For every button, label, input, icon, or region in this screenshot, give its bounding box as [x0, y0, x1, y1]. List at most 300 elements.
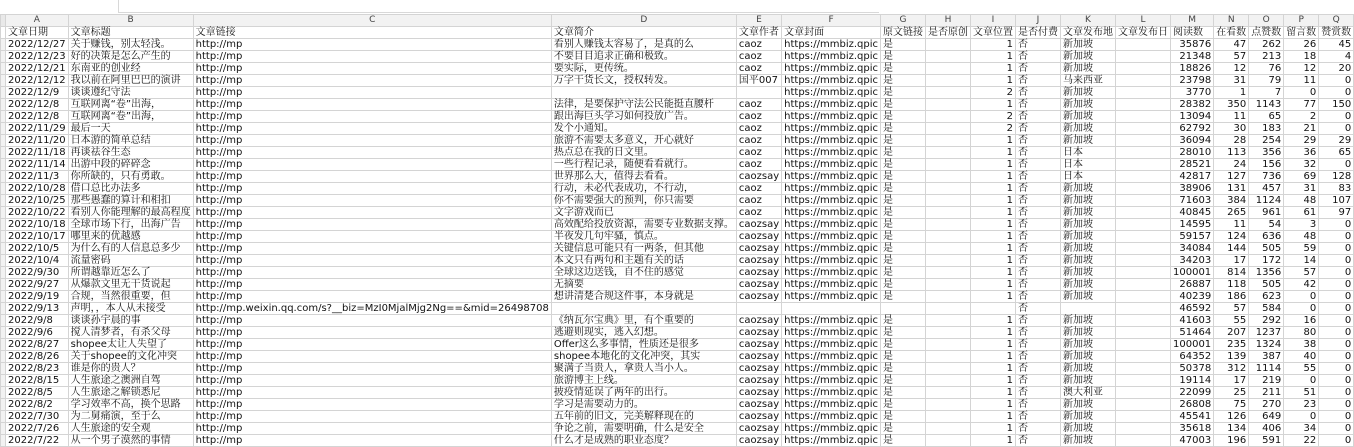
table-cell[interactable]: 最后一天: [68, 123, 193, 135]
table-cell[interactable]: 46592: [1171, 303, 1214, 315]
table-cell[interactable]: 什么才是成熟的职业态度？: [551, 435, 736, 447]
table-cell[interactable]: 新加坡: [1061, 195, 1116, 207]
table-cell[interactable]: 48: [1284, 195, 1319, 207]
table-cell[interactable]: 新加坡: [1061, 219, 1116, 231]
table-cell[interactable]: 看别人你能理解的最高程度: [68, 207, 193, 219]
table-cell[interactable]: 211: [1249, 387, 1284, 399]
table-cell[interactable]: 2022/11/29: [6, 123, 69, 135]
table-cell[interactable]: 2022/8/2: [6, 399, 69, 411]
table-cell[interactable]: 关键信息可能只有一两条，但其他: [551, 243, 736, 255]
table-cell[interactable]: 2022/10/5: [6, 243, 69, 255]
column-header-e[interactable]: E: [736, 15, 781, 27]
table-cell[interactable]: 384: [1214, 195, 1249, 207]
table-cell[interactable]: [926, 387, 971, 399]
table-cell[interactable]: 1: [971, 183, 1016, 195]
table-cell[interactable]: [1116, 99, 1171, 111]
table-cell[interactable]: [926, 375, 971, 387]
table-cell[interactable]: [1116, 327, 1171, 339]
table-cell[interactable]: 新加坡: [1061, 291, 1116, 303]
table-cell[interactable]: 是: [881, 231, 926, 243]
table-cell[interactable]: https://mmbiz.qpic: [782, 123, 881, 135]
table-cell[interactable]: [926, 327, 971, 339]
table-cell[interactable]: 1114: [1249, 363, 1284, 375]
table-cell[interactable]: 2022/12/8: [6, 99, 69, 111]
table-cell[interactable]: caozsay: [736, 327, 781, 339]
table-cell[interactable]: caozsay: [736, 315, 781, 327]
table-cell[interactable]: 144: [1214, 243, 1249, 255]
table-cell[interactable]: 是: [881, 39, 926, 51]
header-cell[interactable]: 文章简介: [551, 27, 736, 39]
table-cell[interactable]: https://mmbiz.qpic: [782, 135, 881, 147]
table-cell[interactable]: 1: [971, 207, 1016, 219]
table-cell[interactable]: 《纳瓦尔宝典》里，有个重要的: [551, 315, 736, 327]
table-cell[interactable]: 新加坡: [1061, 279, 1116, 291]
table-cell[interactable]: 否: [1016, 231, 1061, 243]
column-header-b[interactable]: B: [68, 15, 193, 27]
table-cell[interactable]: 21348: [1171, 51, 1214, 63]
table-cell[interactable]: 是: [881, 315, 926, 327]
header-cell[interactable]: 赞赏数: [1319, 27, 1354, 39]
table-cell[interactable]: 34: [1284, 423, 1319, 435]
table-cell[interactable]: 22: [1284, 435, 1319, 447]
table-cell[interactable]: 2: [971, 123, 1016, 135]
table-cell[interactable]: https://mmbiz.qpic: [782, 267, 881, 279]
column-header-o[interactable]: O: [1249, 15, 1284, 27]
table-cell[interactable]: 否: [1016, 303, 1061, 315]
table-cell[interactable]: 1: [971, 291, 1016, 303]
header-cell[interactable]: 文章日期: [6, 27, 69, 39]
table-cell[interactable]: 77: [1284, 99, 1319, 111]
table-cell[interactable]: caoz: [736, 63, 781, 75]
table-cell[interactable]: [1116, 195, 1171, 207]
table-cell[interactable]: http://mp: [193, 123, 551, 135]
table-cell[interactable]: caozsay: [736, 387, 781, 399]
header-cell[interactable]: 原文链接: [881, 27, 926, 39]
table-cell[interactable]: 我以前在阿里巴巴的演讲: [68, 75, 193, 87]
table-cell[interactable]: 2022/10/28: [6, 183, 69, 195]
table-cell[interactable]: 法律，是要保护守法公民能挺直腰杆: [551, 99, 736, 111]
table-cell[interactable]: 披疫情延误了两年的出行。: [551, 387, 736, 399]
table-cell[interactable]: 2022/12/8: [6, 111, 69, 123]
table-cell[interactable]: 38: [1284, 339, 1319, 351]
table-cell[interactable]: 207: [1214, 327, 1249, 339]
table-cell[interactable]: 11: [1214, 219, 1249, 231]
table-cell[interactable]: 新加坡: [1061, 411, 1116, 423]
table-cell[interactable]: 半夜发几句牢骚，慎点。: [551, 231, 736, 243]
table-cell[interactable]: 0: [1319, 87, 1354, 99]
table-cell[interactable]: [926, 99, 971, 111]
table-cell[interactable]: 流量密码: [68, 255, 193, 267]
table-cell[interactable]: [926, 75, 971, 87]
table-cell[interactable]: 2022/9/19: [6, 291, 69, 303]
header-cell[interactable]: 点赞数: [1249, 27, 1284, 39]
table-cell[interactable]: 0: [1319, 375, 1354, 387]
table-cell[interactable]: [926, 291, 971, 303]
table-cell[interactable]: 0: [1319, 267, 1354, 279]
table-cell[interactable]: 是: [881, 123, 926, 135]
table-cell[interactable]: 0: [1319, 351, 1354, 363]
table-cell[interactable]: 3: [1284, 219, 1319, 231]
table-cell[interactable]: 1237: [1249, 327, 1284, 339]
table-cell[interactable]: [1116, 411, 1171, 423]
table-cell[interactable]: 0: [1319, 111, 1354, 123]
table-cell[interactable]: 18826: [1171, 63, 1214, 75]
table-cell[interactable]: 814: [1214, 267, 1249, 279]
table-cell[interactable]: http://mp: [193, 279, 551, 291]
table-cell[interactable]: [1116, 147, 1171, 159]
table-cell[interactable]: 新加坡: [1061, 87, 1116, 99]
table-cell[interactable]: 118: [1214, 279, 1249, 291]
table-cell[interactable]: 2022/12/21: [6, 63, 69, 75]
table-cell[interactable]: 2: [971, 87, 1016, 99]
table-cell[interactable]: [926, 111, 971, 123]
header-cell[interactable]: 文章位置: [971, 27, 1016, 39]
table-cell[interactable]: [1116, 279, 1171, 291]
table-cell[interactable]: 新加坡: [1061, 267, 1116, 279]
table-cell[interactable]: 新加坡: [1061, 423, 1116, 435]
column-header-p[interactable]: P: [1284, 15, 1319, 27]
header-cell[interactable]: 文章发布地: [1061, 27, 1116, 39]
table-cell[interactable]: [1116, 315, 1171, 327]
table-cell[interactable]: 1: [1214, 87, 1249, 99]
table-cell[interactable]: [1116, 207, 1171, 219]
table-cell[interactable]: [926, 267, 971, 279]
table-cell[interactable]: [971, 303, 1016, 315]
table-cell[interactable]: 关于赚钱，别太轻浅。: [68, 39, 193, 51]
table-cell[interactable]: 736: [1249, 171, 1284, 183]
table-cell[interactable]: 17: [1214, 375, 1249, 387]
table-cell[interactable]: 213: [1249, 51, 1284, 63]
table-cell[interactable]: 127: [1214, 171, 1249, 183]
table-cell[interactable]: caozsay: [736, 399, 781, 411]
column-header-a[interactable]: A: [6, 15, 69, 27]
table-cell[interactable]: [926, 243, 971, 255]
table-cell[interactable]: https://mmbiz.qpic: [782, 219, 881, 231]
table-cell[interactable]: http://mp: [193, 51, 551, 63]
table-cell[interactable]: 16: [1284, 315, 1319, 327]
table-cell[interactable]: 45541: [1171, 411, 1214, 423]
table-cell[interactable]: 387: [1249, 351, 1284, 363]
table-cell[interactable]: caoz: [736, 111, 781, 123]
table-cell[interactable]: 是: [881, 267, 926, 279]
table-cell[interactable]: 11: [1284, 75, 1319, 87]
table-cell[interactable]: 一些行程记录，随便看看就行。: [551, 159, 736, 171]
table-cell[interactable]: 26808: [1171, 399, 1214, 411]
table-cell[interactable]: 1: [971, 327, 1016, 339]
table-cell[interactable]: https://mmbiz.qpic: [782, 39, 881, 51]
column-header-l[interactable]: L: [1116, 15, 1171, 27]
table-cell[interactable]: 26887: [1171, 279, 1214, 291]
table-cell[interactable]: 0: [1284, 411, 1319, 423]
table-cell[interactable]: 0: [1319, 159, 1354, 171]
table-cell[interactable]: 是: [881, 375, 926, 387]
table-cell[interactable]: 你所缺的，只有勇敢。: [68, 171, 193, 183]
table-cell[interactable]: 新加坡: [1061, 231, 1116, 243]
table-cell[interactable]: https://mmbiz.qpic: [782, 255, 881, 267]
table-cell[interactable]: https://mmbiz.qpic: [782, 363, 881, 375]
table-cell[interactable]: http://mp: [193, 219, 551, 231]
table-cell[interactable]: 20: [1319, 63, 1354, 75]
table-cell[interactable]: caoz: [736, 99, 781, 111]
table-cell[interactable]: [1116, 39, 1171, 51]
table-cell[interactable]: 31: [1284, 183, 1319, 195]
table-cell[interactable]: [1116, 75, 1171, 87]
table-cell[interactable]: http://mp: [193, 159, 551, 171]
table-cell[interactable]: [926, 255, 971, 267]
table-cell[interactable]: 旅游不需要太多意义，开心就好: [551, 135, 736, 147]
table-cell[interactable]: [1116, 387, 1171, 399]
table-cell[interactable]: 全球市场下行，出海广告: [68, 219, 193, 231]
table-cell[interactable]: 79: [1249, 75, 1284, 87]
table-cell[interactable]: 47003: [1171, 435, 1214, 447]
table-cell[interactable]: caozsay: [736, 243, 781, 255]
table-cell[interactable]: 50378: [1171, 363, 1214, 375]
table-cell[interactable]: 要实际，更传统。: [551, 63, 736, 75]
table-cell[interactable]: 东南亚的创业经: [68, 63, 193, 75]
table-cell[interactable]: 学习是需要动力的。: [551, 399, 736, 411]
table-cell[interactable]: http://mp: [193, 171, 551, 183]
table-cell[interactable]: 2022/8/23: [6, 363, 69, 375]
table-cell[interactable]: 哪里来的优越感: [68, 231, 193, 243]
table-cell[interactable]: [1116, 171, 1171, 183]
table-cell[interactable]: 1: [971, 219, 1016, 231]
table-cell[interactable]: 新加坡: [1061, 51, 1116, 63]
table-cell[interactable]: 否: [1016, 363, 1061, 375]
table-cell[interactable]: 是: [881, 51, 926, 63]
table-cell[interactable]: [926, 63, 971, 75]
table-cell[interactable]: 否: [1016, 399, 1061, 411]
table-cell[interactable]: [1116, 51, 1171, 63]
table-cell[interactable]: 文字游戏而已: [551, 207, 736, 219]
table-cell[interactable]: [1116, 255, 1171, 267]
table-cell[interactable]: [551, 303, 736, 315]
table-cell[interactable]: 113: [1214, 147, 1249, 159]
table-cell[interactable]: caoz: [736, 39, 781, 51]
table-cell[interactable]: [1116, 63, 1171, 75]
table-cell[interactable]: 否: [1016, 327, 1061, 339]
table-cell[interactable]: 2022/12/27: [6, 39, 69, 51]
header-cell[interactable]: 文章发布日: [1116, 27, 1171, 39]
table-cell[interactable]: 逃避则现实，逃入幻想。: [551, 327, 736, 339]
table-cell[interactable]: [881, 303, 926, 315]
table-cell[interactable]: 新加坡: [1061, 207, 1116, 219]
table-cell[interactable]: 12: [1214, 63, 1249, 75]
table-cell[interactable]: 262: [1249, 39, 1284, 51]
table-cell[interactable]: 45: [1319, 39, 1354, 51]
table-cell[interactable]: 235: [1214, 339, 1249, 351]
table-cell[interactable]: 旅游博主上线。: [551, 375, 736, 387]
table-cell[interactable]: [926, 339, 971, 351]
table-cell[interactable]: http://mp: [193, 195, 551, 207]
table-cell[interactable]: 100001: [1171, 267, 1214, 279]
table-cell[interactable]: 新加坡: [1061, 123, 1116, 135]
table-cell[interactable]: 2022/8/5: [6, 387, 69, 399]
table-cell[interactable]: 新加坡: [1061, 435, 1116, 447]
table-cell[interactable]: 31: [1214, 75, 1249, 87]
table-cell[interactable]: 互联网离“卷”出海，: [68, 111, 193, 123]
table-cell[interactable]: 0: [1319, 327, 1354, 339]
table-cell[interactable]: [926, 159, 971, 171]
table-cell[interactable]: 1: [971, 39, 1016, 51]
table-cell[interactable]: caozsay: [736, 363, 781, 375]
table-cell[interactable]: 636: [1249, 231, 1284, 243]
table-cell[interactable]: http://mp: [193, 63, 551, 75]
table-cell[interactable]: http://mp: [193, 387, 551, 399]
table-cell[interactable]: https://mmbiz.qpic: [782, 399, 881, 411]
table-cell[interactable]: 2022/7/22: [6, 435, 69, 447]
table-cell[interactable]: 42817: [1171, 171, 1214, 183]
table-cell[interactable]: 3770: [1171, 87, 1214, 99]
table-cell[interactable]: 1: [971, 411, 1016, 423]
table-cell[interactable]: https://mmbiz.qpic: [782, 99, 881, 111]
table-cell[interactable]: 623: [1249, 291, 1284, 303]
table-cell[interactable]: 2022/9/27: [6, 279, 69, 291]
table-cell[interactable]: 0: [1319, 339, 1354, 351]
table-cell[interactable]: 是: [881, 147, 926, 159]
table-cell[interactable]: https://mmbiz.qpic: [782, 279, 881, 291]
table-cell[interactable]: 否: [1016, 435, 1061, 447]
table-cell[interactable]: 2022/11/14: [6, 159, 69, 171]
table-cell[interactable]: 2022/11/18: [6, 147, 69, 159]
table-cell[interactable]: caozsay: [736, 339, 781, 351]
table-cell[interactable]: 23798: [1171, 75, 1214, 87]
table-cell[interactable]: http://mp: [193, 207, 551, 219]
table-cell[interactable]: 0: [1319, 363, 1354, 375]
table-cell[interactable]: 42: [1284, 279, 1319, 291]
table-cell[interactable]: 1: [971, 435, 1016, 447]
table-cell[interactable]: [926, 363, 971, 375]
table-cell[interactable]: 29: [1284, 135, 1319, 147]
table-cell[interactable]: 马来西亚: [1061, 75, 1116, 87]
table-cell[interactable]: https://mmbiz.qpic: [782, 147, 881, 159]
table-cell[interactable]: 75: [1214, 399, 1249, 411]
table-cell[interactable]: 961: [1249, 207, 1284, 219]
table-cell[interactable]: 否: [1016, 87, 1061, 99]
table-cell[interactable]: 24: [1214, 159, 1249, 171]
table-cell[interactable]: [926, 147, 971, 159]
column-header-i[interactable]: I: [971, 15, 1016, 27]
table-cell[interactable]: 否: [1016, 375, 1061, 387]
table-cell[interactable]: 新加坡: [1061, 339, 1116, 351]
table-cell[interactable]: 2022/11/3: [6, 171, 69, 183]
table-cell[interactable]: 2022/7/26: [6, 423, 69, 435]
table-cell[interactable]: 人生旅途的安全观: [68, 423, 193, 435]
table-cell[interactable]: 591: [1249, 435, 1284, 447]
table-cell[interactable]: 否: [1016, 135, 1061, 147]
table-cell[interactable]: [1116, 291, 1171, 303]
table-cell[interactable]: 1: [971, 51, 1016, 63]
table-cell[interactable]: 是: [881, 75, 926, 87]
table-cell[interactable]: 日本: [1061, 147, 1116, 159]
table-cell[interactable]: 172: [1249, 255, 1284, 267]
table-cell[interactable]: caozsay: [736, 231, 781, 243]
table-cell[interactable]: caozsay: [736, 375, 781, 387]
table-cell[interactable]: https://mmbiz.qpic: [782, 423, 881, 435]
table-cell[interactable]: 新加坡: [1061, 39, 1116, 51]
table-cell[interactable]: 2022/10/25: [6, 195, 69, 207]
table-cell[interactable]: 否: [1016, 207, 1061, 219]
table-cell[interactable]: 借口总比办法多: [68, 183, 193, 195]
table-cell[interactable]: 28: [1214, 135, 1249, 147]
table-cell[interactable]: 日本: [1061, 171, 1116, 183]
table-cell[interactable]: 否: [1016, 387, 1061, 399]
table-cell[interactable]: [926, 123, 971, 135]
table-cell[interactable]: [926, 399, 971, 411]
table-cell[interactable]: 是: [881, 183, 926, 195]
table-cell[interactable]: 新加坡: [1061, 255, 1116, 267]
table-cell[interactable]: 124: [1214, 231, 1249, 243]
header-cell[interactable]: 是否付费: [1016, 27, 1061, 39]
table-cell[interactable]: [926, 411, 971, 423]
header-cell[interactable]: 文章封面: [782, 27, 881, 39]
table-cell[interactable]: 1: [971, 363, 1016, 375]
table-cell[interactable]: 55: [1214, 315, 1249, 327]
table-cell[interactable]: 55: [1284, 363, 1319, 375]
table-cell[interactable]: [926, 279, 971, 291]
table-cell[interactable]: 高效配给投放资源，需要专业数据支撑。: [551, 219, 736, 231]
table-cell[interactable]: [926, 423, 971, 435]
table-cell[interactable]: 否: [1016, 99, 1061, 111]
table-cell[interactable]: http://mp: [193, 339, 551, 351]
table-cell[interactable]: 是: [881, 171, 926, 183]
table-cell[interactable]: 否: [1016, 243, 1061, 255]
table-cell[interactable]: caoz: [736, 123, 781, 135]
table-cell[interactable]: 争论之前，需要明确，什么是安全: [551, 423, 736, 435]
table-cell[interactable]: 126: [1214, 411, 1249, 423]
table-cell[interactable]: http://mp: [193, 243, 551, 255]
table-cell[interactable]: https://mmbiz.qpic: [782, 327, 881, 339]
table-cell[interactable]: 12: [1284, 63, 1319, 75]
table-cell[interactable]: http://mp: [193, 363, 551, 375]
table-cell[interactable]: 谁是你的贵人？: [68, 363, 193, 375]
table-cell[interactable]: 584: [1249, 303, 1284, 315]
table-cell[interactable]: 1: [971, 159, 1016, 171]
table-cell[interactable]: 那些愚蠢的算计和相扣: [68, 195, 193, 207]
table-cell[interactable]: 35618: [1171, 423, 1214, 435]
table-cell[interactable]: [1116, 351, 1171, 363]
table-cell[interactable]: https://mmbiz.qpic: [782, 351, 881, 363]
column-header-n[interactable]: N: [1214, 15, 1249, 27]
table-cell[interactable]: 30: [1214, 123, 1249, 135]
table-cell[interactable]: 156: [1249, 159, 1284, 171]
table-cell[interactable]: 否: [1016, 279, 1061, 291]
table-cell[interactable]: 否: [1016, 183, 1061, 195]
table-cell[interactable]: 0: [1319, 411, 1354, 423]
table-cell[interactable]: caozsay: [736, 411, 781, 423]
table-cell[interactable]: 否: [1016, 159, 1061, 171]
column-header-h[interactable]: H: [926, 15, 971, 27]
table-cell[interactable]: http://mp: [193, 183, 551, 195]
column-header-g[interactable]: G: [881, 15, 926, 27]
table-cell[interactable]: http://mp: [193, 291, 551, 303]
table-cell[interactable]: 2022/12/9: [6, 87, 69, 99]
table-cell[interactable]: 为什么有的人信息总多少: [68, 243, 193, 255]
table-cell[interactable]: 128: [1319, 171, 1354, 183]
table-cell[interactable]: [926, 51, 971, 63]
table-cell[interactable]: 是: [881, 207, 926, 219]
table-cell[interactable]: [926, 87, 971, 99]
table-cell[interactable]: 14: [1284, 255, 1319, 267]
table-cell[interactable]: [1116, 135, 1171, 147]
table-cell[interactable]: [736, 303, 781, 315]
table-cell[interactable]: [926, 195, 971, 207]
table-cell[interactable]: 40: [1284, 351, 1319, 363]
table-cell[interactable]: 否: [1016, 315, 1061, 327]
table-cell[interactable]: 从爆款文里无干货说起: [68, 279, 193, 291]
table-cell[interactable]: 1356: [1249, 267, 1284, 279]
table-cell[interactable]: 312: [1214, 363, 1249, 375]
table-cell[interactable]: 你不需要强大的预判，你只需要: [551, 195, 736, 207]
